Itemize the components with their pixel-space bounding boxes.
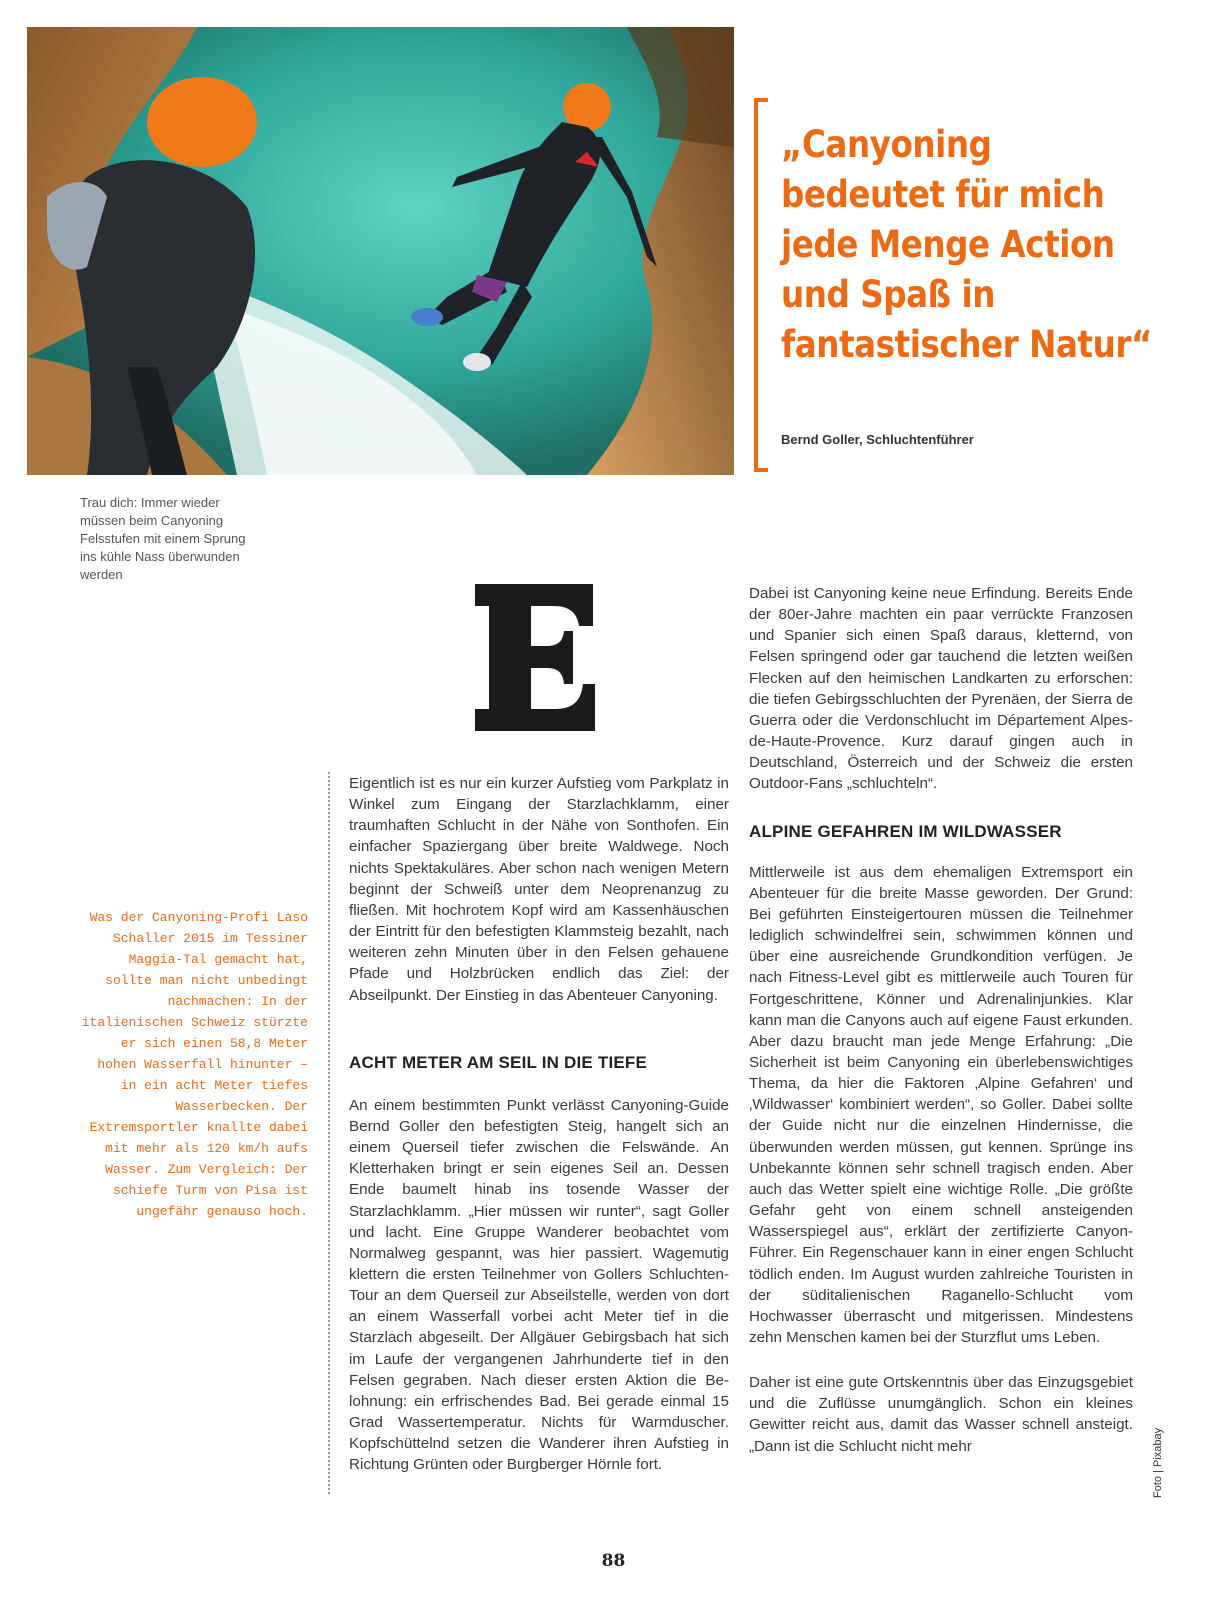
canyoning-illustration xyxy=(27,27,734,475)
article-paragraph-2: An einem bestimmten Punkt verlässt Canyoning-Guide Bernd Goller den befestigten Steig, hangelt sich an einem Querseil tiefer zwischen die Felswände. An Kletterhaken bringt er sein eigenes Seil an. Dessen Ende baumelt hinab ins tosende Wasser der Starzlachklamm. „Hier müssen wir runter“, sagt Goller und lacht. Eine Gruppe Wanderer beobachtet vom Normalweg gespannt, was hier passiert. Wagemutig klettern die ersten Teilnehmer von Gollers Schluchten-Tour an dem Querseil zur Abseilstelle, werden von dort an einem Wasserfall vorbei acht Meter tief in die Starzlach abgeseilt. Der Allgäuer Gebirgsbach hat sich im Laufe der vergangenen Jahrhunderte tief in den Felsen gegraben. Nach dieser ersten Aktion die Belohnung: ein erfrischendes Bad. Bei gerade einmal 15 Grad Wassertemperatur. Nichts für Warmduscher. Kopfschüttelnd setzen die Wanderer ihren Aufstieg in Richtung Grünten oder Burgberger Hörnle fort. xyxy=(349,1096,729,1474)
column-divider xyxy=(328,772,330,1494)
drop-cap xyxy=(475,584,595,731)
article-paragraph-5: Daher ist eine gute Ortskenntnis über das Einzugsgebiet und die Zuflüsse unumgänglich. Schon ein kleines Gewitter reicht aus, damit das Wasser schnell ansteigt. „Dann ist die Schlucht nicht mehr xyxy=(749,1374,1133,1455)
section-heading-2: ALPINE GEFAHREN IM WILDWASSER xyxy=(749,821,1062,841)
page-number: 88 xyxy=(601,1551,626,1571)
quote-author: Bernd Goller, Schluchtenführer xyxy=(781,432,974,447)
article-paragraph-1: Eigentlich ist es nur ein kurzer Aufstieg vom Parkplatz in Winkel zum Eingang der Starzlachklamm, einer traumhaften Schlucht in der Nähe von Sonthofen. Ein einfacher Spaziergang über breite Waldwege. Noch nichts Spektakuläres. Aber schon nach wenigen Metern beginnt der Schweiß unter dem Neoprenanzug zu fließen. Mit hochrotem Kopf wird am Kassenhäuschen der Eintritt für den befestigten Klammsteig bezahlt, nach weiteren zehn Minuten über in den Felsen gehauene Pfade und Holzbrücken endlich das Ziel: der Abseilpunkt. Der Einstieg in das Abenteuer Canyoning. xyxy=(349,775,729,1004)
article-column-left xyxy=(349,773,729,1476)
pull-quote xyxy=(754,98,1154,472)
quote-bracket xyxy=(754,98,768,472)
canyoning-photo xyxy=(27,27,734,475)
article-paragraph-4: Mittlerweile ist aus dem ehemaligen Extremsport ein Abenteuer für die breite Masse geworden. Der Grund: Bei geführten Einsteigertouren müssen die Teilnehmer lediglich schwindelfrei sein, schwimmen können und über eine ausreichende Grundkondition verfügen. Je nach Fitness-Level gibt es mittlerweile auch Touren für Fortgeschrittene, Könner und Adrenalinjunkies. Klar kann man die Canyons auch auf eigene Faust erkunden. Aber dazu braucht man jede Menge Erfahrung: „Die Sicherheit ist beim Canyoning ein überlebenswichtiges Thema, da hier die Faktoren ‚Alpine Gefahren‘ und ‚Wildwasser‘ kombiniert werden“, so Goller. Dabei sollte der Guide nicht nur die einzelnen Hindernisse, die überwunden werden müssen, gut kennen. Sprünge ins Unbekannte können sehr schnell tragisch enden. Aber auch das Wetter spielt eine wichtige Rolle. „Die größte Gefahr geht von einem schnell ansteigenden Wasserspiegel aus“, erklärt der zertifizierte Canyon-Führer. Ein Regenschauer kann in einer engen Schlucht tödlich enden. Im August wurden zahlreiche Touristen in der süditalienischen Raganello-Schlucht vom Hochwasser überrascht und mitgerissen. Mindestens zehn Menschen kamen bei der Sturzflut ums Leben. xyxy=(749,863,1133,1346)
quote-text: „Canyoning bedeutet für mich jede Menge Action und Spaß in fantastischer Natur“ xyxy=(781,123,1152,366)
section-heading-1: ACHT METER AM SEIL IN DIE TIEFE xyxy=(349,1052,648,1072)
photo-credit: Foto | Pixabay xyxy=(1152,1427,1164,1498)
article-column-right xyxy=(749,583,1133,1457)
side-note: Was der Canyoning-Profi Laso Schaller 2015 im Tessiner Maggia-Tal gemacht hat, sollte man nicht unbedingt nachmachen: In der italienischen Schweiz stürzte er sich einen 58,8 Meter hohen Wasserfall hinunter – in ein acht Meter tiefes Wasserbecken. Der Extremsportler knallte dabei mit mehr als 120 km/h aufs Wasser. Zum Vergleich: Der schiefe Turm von Pisa ist ungefähr genauso hoch. xyxy=(81,910,308,1219)
article-paragraph-3: Dabei ist Canyoning keine neue Erfindung. Bereits Ende der 80er-Jahre machten ein paar verrückte Franzosen und Spanier sich einen Spaß daraus, kletternd, von Felsen springend oder gar tauchend die letzten weißen Flecken auf den heimischen Landkarten zu erforschen: die tiefen Gebirgsschluchten der Pyrenäen, der Sierra de Guerra oder die Verdonschlucht im Département Alpes-de-Haute-Provence. Kurz darauf gingen auch in Deutschland, Österreich und der Schweiz die ersten Outdoor-Fans „schluchteln“. xyxy=(749,585,1133,793)
photo-caption: Trau dich: Immer wieder müssen beim Canyoning Felsstufen mit einem Sprung ins kühle Nass überwunden werden xyxy=(80,495,246,582)
